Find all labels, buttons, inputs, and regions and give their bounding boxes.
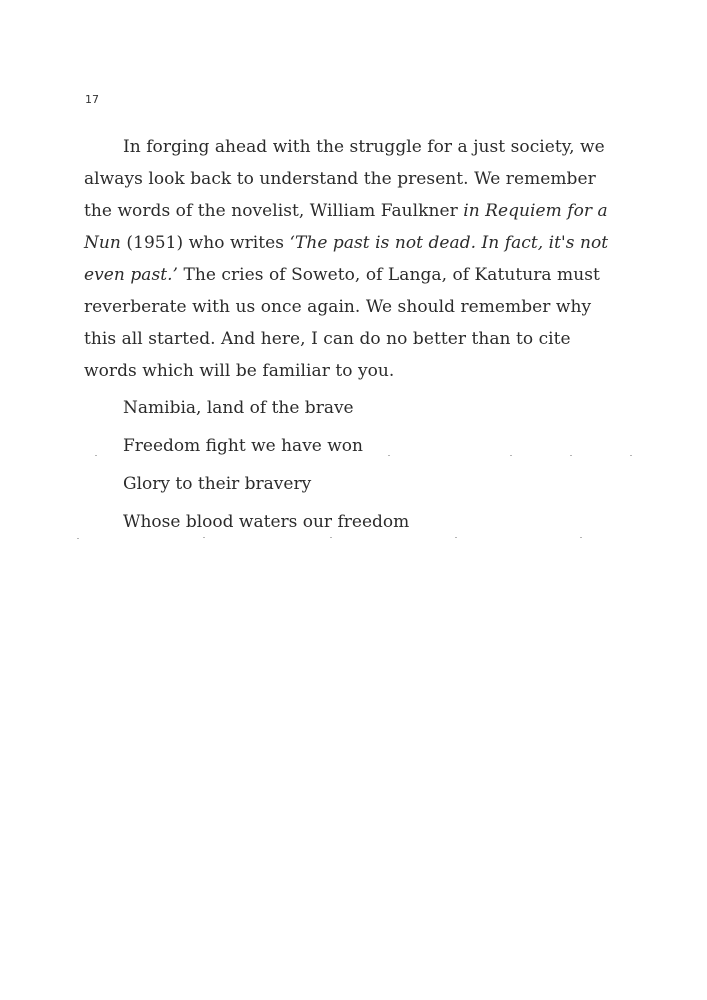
page-number: 17	[85, 93, 99, 106]
scan-speck	[580, 537, 582, 538]
verse-line-1: Namibia, land of the brave	[123, 398, 354, 418]
paragraph-italic-title: in Requiem for a Nun	[84, 201, 608, 253]
scan-speck	[388, 455, 390, 456]
scan-speck	[77, 538, 79, 539]
paragraph-part-3: The cries of Soweto, of Langa, of Katutura must reverberate with us once again. We should remember why this all started. And here, I can do no better than to cite words which will be familiar to you.	[84, 265, 600, 381]
paragraph-part-1: In forging ahead with the struggle for a just society, we always look back to understand the present. We remember the words of the novelist, William Faulkner	[84, 137, 605, 221]
scan-speck	[570, 455, 572, 456]
scan-speck	[330, 537, 332, 538]
verse-block	[123, 389, 573, 541]
scan-speck	[455, 537, 457, 538]
scan-speck	[510, 455, 512, 456]
verse-line-2: Freedom fight we have won	[123, 436, 363, 456]
paragraph-italic-quote: ‘The past is not dead. In fact, it's not even past.’	[84, 233, 609, 285]
verse-line-3: Glory to their bravery	[123, 474, 312, 494]
scan-speck	[630, 455, 632, 456]
scan-speck	[95, 455, 97, 456]
scan-speck	[203, 537, 205, 538]
verse-line-4: Whose blood waters our freedom	[123, 512, 410, 532]
paragraph-text	[84, 131, 614, 387]
paragraph-part-2: (1951) who writes	[120, 233, 290, 253]
main-paragraph	[84, 131, 614, 387]
